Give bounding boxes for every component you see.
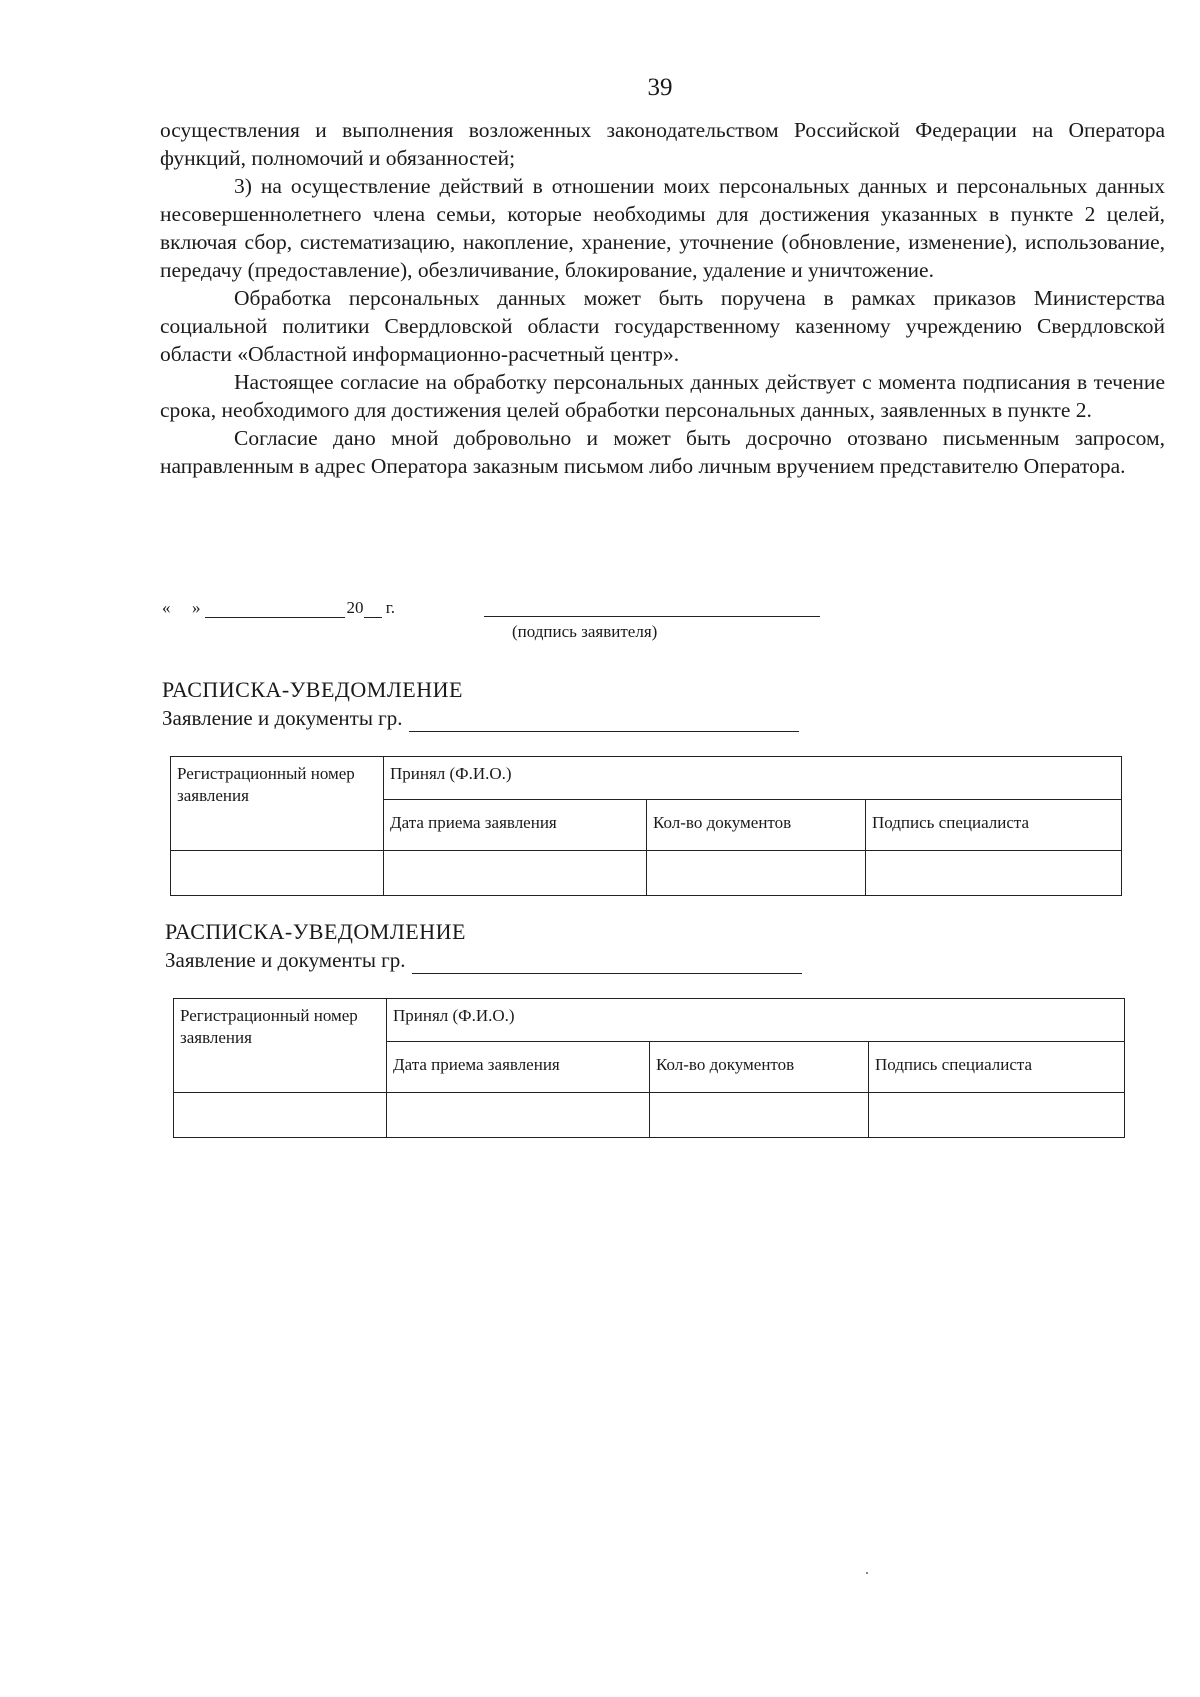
reg-number-header: Регистрационный номер заявления — [171, 757, 384, 851]
month-blank — [205, 617, 345, 618]
receipt-notice-1 — [162, 676, 1122, 896]
paragraph-processing: Обработка персональных данных может быть поручена в рамках приказов Министерства социальной политики Свердловской области государственному казенному учреждению Свердловской области «Областной информационно-расчетный центр». — [160, 286, 1165, 366]
receipt-table — [170, 756, 1122, 896]
receipt-notice-2 — [165, 918, 1125, 1138]
table-row — [174, 1093, 1125, 1138]
receipt-title: РАСПИСКА-УВЕДОМЛЕНИЕ — [162, 677, 463, 702]
date-line — [162, 598, 395, 618]
doc-count-header: Кол-во документов — [650, 1042, 869, 1093]
specialist-signature-header: Подпись специалиста — [866, 800, 1122, 851]
paragraph-continuation: осуществления и выполнения возложенных законодательством Российской Федерации на Оператора функций, полномочий и обязанностей; — [160, 118, 1165, 170]
reg-number-cell — [174, 1093, 387, 1138]
date-received-header: Дата приема заявления — [387, 1042, 650, 1093]
date-received-cell — [387, 1093, 650, 1138]
scan-speck — [866, 1572, 868, 1574]
date-received-cell — [384, 851, 647, 896]
paragraph-validity: Настоящее согласие на обработку персональных данных действует с момента подписания в течение срока, необходимого для достижения целей обработки персональных данных, заявленных в пункте 2. — [160, 370, 1165, 422]
accepted-by-header: Принял (Ф.И.О.) — [384, 757, 1122, 800]
specialist-signature-cell — [866, 851, 1122, 896]
quote-close: » — [192, 598, 201, 617]
receipt-applicant-label: Заявление и документы гр. — [162, 706, 403, 730]
paragraph-revocation: Согласие дано мной добровольно и может быть досрочно отозвано письменным запросом, направленным в адрес Оператора заказным письмом либо личным вручением представителю Оператора. — [160, 426, 1165, 478]
doc-count-cell — [647, 851, 866, 896]
doc-count-cell — [650, 1093, 869, 1138]
receipt-table — [173, 998, 1125, 1138]
page-number: 39 — [647, 74, 673, 101]
receipt-applicant-line — [162, 704, 1122, 732]
consent-text — [160, 116, 1165, 480]
signature-caption: (подпись заявителя) — [512, 622, 658, 641]
reg-number-cell — [171, 851, 384, 896]
reg-number-header: Регистрационный номер заявления — [174, 999, 387, 1093]
doc-count-header: Кол-во документов — [647, 800, 866, 851]
specialist-signature-header: Подпись специалиста — [869, 1042, 1125, 1093]
receipt-applicant-label: Заявление и документы гр. — [165, 948, 406, 972]
applicant-name-blank — [412, 953, 802, 974]
receipt-applicant-line — [165, 946, 1125, 974]
accepted-by-header: Принял (Ф.И.О.) — [387, 999, 1125, 1042]
signature-line — [484, 616, 820, 617]
year-suffix: г. — [385, 598, 396, 617]
quote-open: « — [162, 598, 171, 617]
specialist-signature-cell — [869, 1093, 1125, 1138]
year-blank — [364, 617, 382, 618]
date-received-header: Дата приема заявления — [384, 800, 647, 851]
year-prefix: 20 — [346, 598, 364, 617]
table-row — [171, 851, 1122, 896]
applicant-name-blank — [409, 711, 799, 732]
receipt-title: РАСПИСКА-УВЕДОМЛЕНИЕ — [165, 919, 466, 944]
paragraph-item-3: 3) на осуществление действий в отношении моих персональных данных и персональных данных несовершеннолетнего члена семьи, которые необходимы для достижения указанных в пункте 2 целей, включая сбор, систематизацию, накопление, хранение, уточнение (обновление, изменение), использование, передачу (предоставление), обезличивание, блокирование, удаление и уничтожение. — [160, 174, 1165, 282]
